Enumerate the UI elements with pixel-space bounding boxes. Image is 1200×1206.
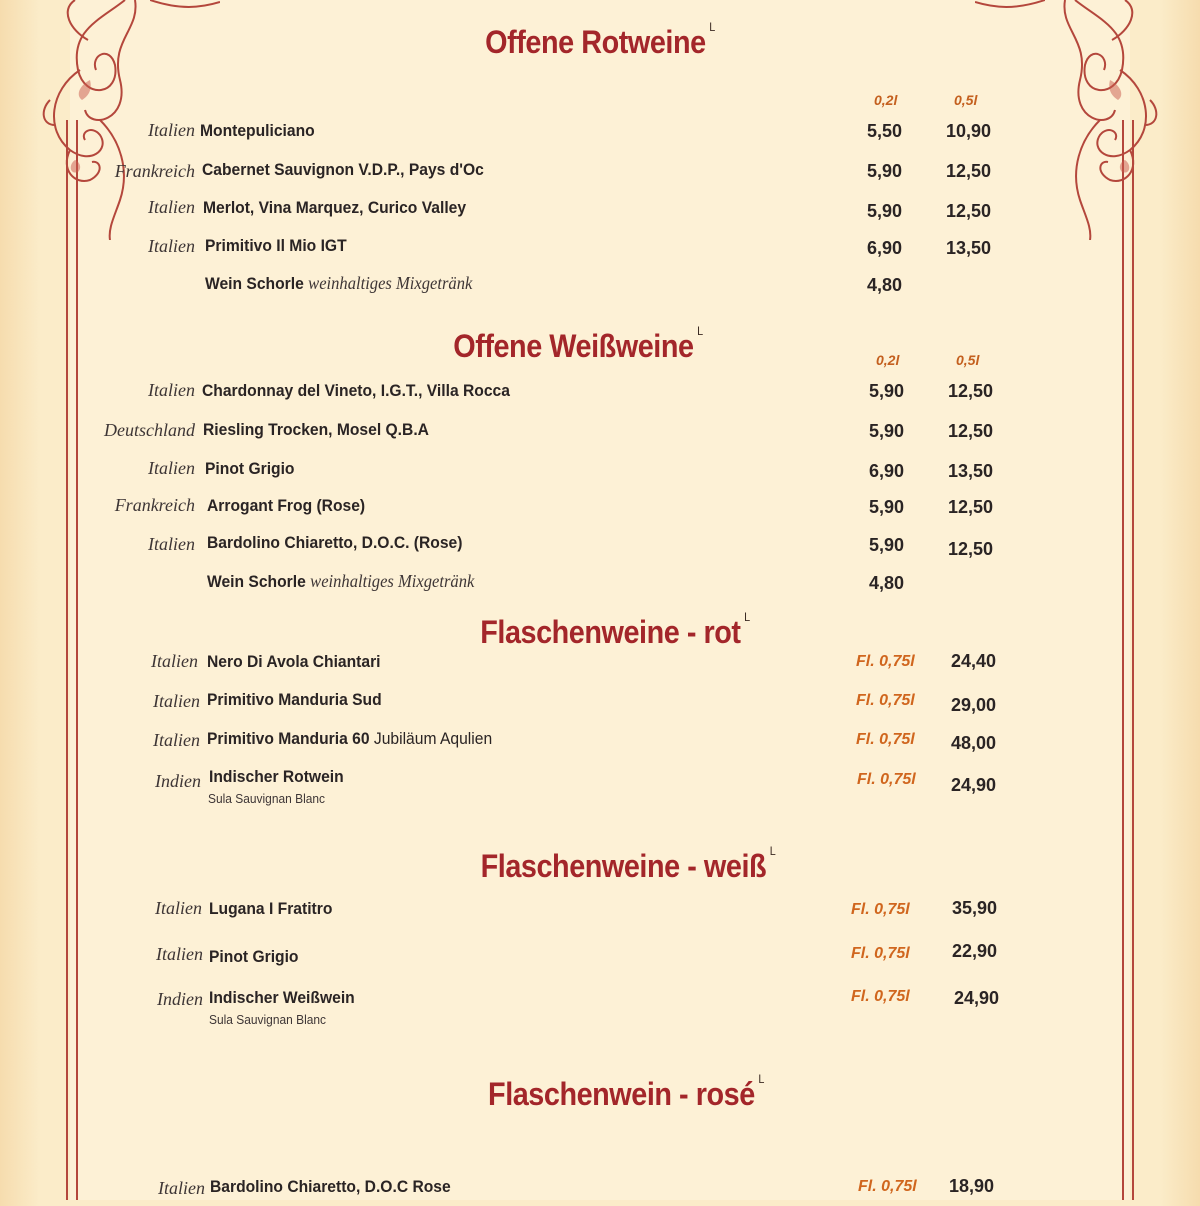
column-header-0-5l: 0,5l	[956, 352, 980, 368]
list-item	[0, 729, 1200, 759]
wine-name: Indischer Weißwein	[209, 988, 355, 1007]
price-glass: 4,80	[869, 573, 905, 593]
price-carafe: 12,50	[948, 497, 994, 517]
list-item	[0, 766, 1200, 806]
price-glass: 5,90	[869, 497, 905, 517]
list-item	[0, 987, 1200, 1027]
wine-name: Pinot Grigio	[209, 947, 299, 966]
wine-name: Indischer Rotwein	[209, 767, 344, 786]
wine-name: Bardolino Chiaretto, D.O.C Rose	[210, 1177, 451, 1196]
bottle-size: Fl. 0,75l	[851, 988, 910, 1005]
list-item	[0, 458, 1200, 488]
country-label: Frankreich	[114, 495, 195, 515]
wine-name: Pinot Grigio	[205, 459, 295, 478]
list-item	[0, 495, 1200, 525]
list-item	[0, 943, 1200, 973]
list-item	[0, 272, 1200, 302]
price-glass: 4,80	[867, 275, 903, 295]
list-item	[0, 534, 1200, 564]
country-label: Frankreich	[114, 161, 195, 181]
country-label: Italien	[155, 898, 202, 918]
wine-name: Riesling Trocken, Mosel Q.B.A	[203, 420, 429, 439]
bottle-price: 48,00	[951, 733, 997, 753]
wine-name: Chardonnay del Vineto, I.G.T., Villa Rocca	[202, 381, 510, 400]
wine-note: weinhaltiges Mixgetränk	[308, 273, 473, 293]
bottle-price: 22,90	[952, 941, 998, 961]
bottle-price: 29,00	[951, 695, 997, 715]
section-title-offene-rotweine: Offene Rotweine $^L$	[485, 20, 715, 60]
list-item	[0, 159, 1200, 189]
price-carafe: 12,50	[946, 161, 992, 181]
price-glass: 5,90	[869, 421, 905, 441]
price-carafe: 13,50	[946, 238, 992, 258]
price-carafe: 12,50	[948, 421, 994, 441]
bottle-price: 24,90	[951, 775, 997, 795]
wine-name: Wein Schorle weinhaltiges Mixgetränk	[207, 571, 475, 591]
bottle-price: 24,90	[954, 988, 1000, 1008]
wine-name: Wein Schorle weinhaltiges Mixgetränk	[205, 273, 473, 293]
bottle-price: 18,90	[949, 1176, 995, 1196]
price-carafe: 12,50	[948, 381, 994, 401]
list-item	[0, 898, 1200, 928]
list-item	[0, 690, 1200, 720]
country-label: Italien	[148, 380, 195, 400]
wine-name: Nero Di Avola Chiantari	[207, 652, 381, 671]
list-item	[0, 236, 1200, 266]
price-glass: 6,90	[867, 238, 903, 258]
wine-name: Cabernet Sauvignon V.D.P., Pays d'Oc	[202, 160, 484, 179]
wine-name: Primitivo Il Mio IGT	[205, 236, 347, 255]
list-item	[0, 651, 1200, 681]
wine-extra: Jubiläum Aqulien	[373, 729, 493, 748]
country-label: Deutschland	[104, 420, 195, 440]
wine-note: weinhaltiges Mixgetränk	[310, 571, 475, 591]
bottle-size: Fl. 0,75l	[857, 771, 916, 788]
section-title-flaschenwein-rose: Flaschenwein - rosé $^L$	[488, 1072, 764, 1112]
country-label: Italien	[148, 458, 195, 478]
country-label: Italien	[148, 120, 195, 140]
country-label: Italien	[148, 197, 195, 217]
bottle-size: Fl. 0,75l	[856, 653, 915, 670]
wine-name: Merlot, Vina Marquez, Curico Valley	[203, 198, 467, 217]
wine-subtitle: Sula Sauvignan Blanc	[208, 791, 326, 806]
price-carafe: 12,50	[948, 539, 994, 559]
price-carafe: 13,50	[948, 461, 994, 481]
bottle-size: Fl. 0,75l	[856, 731, 915, 748]
country-label: Italien	[158, 1178, 205, 1198]
bottle-price: 35,90	[952, 898, 998, 918]
wine-name: Bardolino Chiaretto, D.O.C. (Rose)	[207, 533, 463, 552]
price-carafe: 10,90	[946, 121, 992, 141]
top-scroll-left-icon	[150, 0, 220, 20]
list-item	[0, 1176, 1200, 1206]
country-label: Indien	[157, 989, 203, 1009]
wine-name: Lugana I Fratitro	[209, 899, 333, 918]
price-glass: 5,90	[869, 381, 905, 401]
section-title-flaschenweine-weiss: Flaschenweine - weiß $^L$	[480, 844, 776, 884]
country-label: Indien	[155, 771, 201, 791]
top-scroll-right-icon	[975, 0, 1045, 20]
country-label: Italien	[151, 651, 198, 671]
bottle-size: Fl. 0,75l	[851, 901, 910, 918]
wine-name: Arrogant Frog (Rose)	[207, 496, 366, 515]
list-item	[0, 120, 1200, 150]
price-glass: 5,90	[867, 201, 903, 221]
wine-name: Primitivo Manduria 60 Jubiläum Aqulien	[207, 729, 493, 748]
section-title-flaschenweine-rot: Flaschenweine - rot $^L$	[480, 610, 750, 650]
price-glass: 5,90	[867, 161, 903, 181]
list-item	[0, 380, 1200, 410]
country-label: Italien	[153, 691, 200, 711]
wine-name: Primitivo Manduria Sud	[207, 690, 382, 709]
price-glass: 5,90	[869, 535, 905, 555]
price-glass: 5,50	[867, 121, 903, 141]
list-item	[0, 197, 1200, 227]
bottle-size: Fl. 0,75l	[851, 945, 910, 962]
bottle-price: 24,40	[951, 651, 997, 671]
column-header-0-5l: 0,5l	[954, 92, 978, 108]
bottle-size: Fl. 0,75l	[858, 1178, 917, 1195]
section-title-offene-weissweine: Offene Weißweine $^L$	[453, 324, 703, 364]
country-label: Italien	[153, 730, 200, 750]
wine-subtitle: Sula Sauvignan Blanc	[209, 1012, 327, 1027]
column-header-0-2l: 0,2l	[876, 352, 900, 368]
price-carafe: 12,50	[946, 201, 992, 221]
country-label: Italien	[156, 944, 203, 964]
column-header-0-2l: 0,2l	[874, 92, 898, 108]
price-glass: 6,90	[869, 461, 905, 481]
wine-name: Montepuliciano	[200, 121, 315, 140]
list-item	[0, 419, 1200, 449]
country-label: Italien	[148, 236, 195, 256]
bottle-size: Fl. 0,75l	[856, 692, 915, 709]
country-label: Italien	[148, 534, 195, 554]
list-item	[0, 570, 1200, 600]
